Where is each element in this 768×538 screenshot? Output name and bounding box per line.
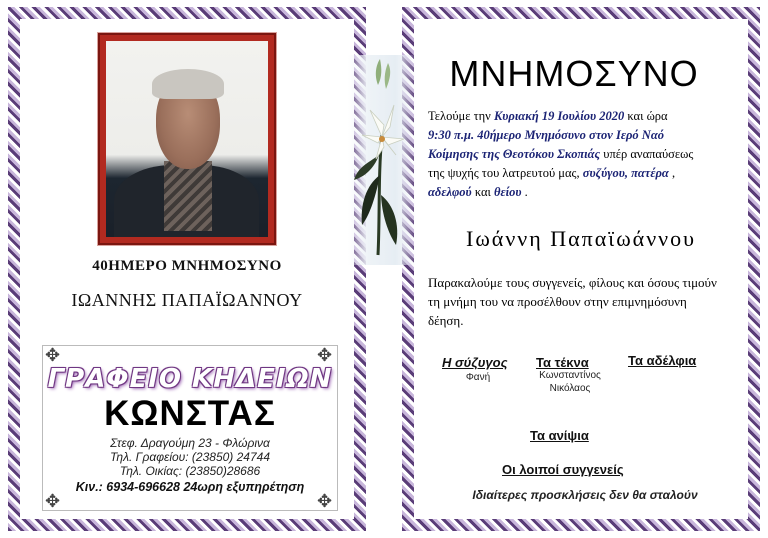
office-phone: Τηλ. Γραφείου: (23850) 24744 xyxy=(109,450,270,464)
service-announcement xyxy=(428,107,722,202)
office-address: Στεφ. Δραγούμη 23 - Φλώρινα xyxy=(110,436,270,450)
announcement-text: και ώρα xyxy=(624,109,668,123)
announcement-text: . xyxy=(521,185,528,199)
wife-name: Φανή xyxy=(465,372,491,383)
relation-uncle: θείου xyxy=(494,185,522,199)
deceased-name: ΙΩΑΝΝΗΣ ΠΑΠΑΪΩΑΝΝΟΥ xyxy=(71,290,303,310)
wife-label: Η σύζυγος xyxy=(442,355,508,370)
children-label: Τα τέκνα xyxy=(536,355,589,370)
announcement-text: Τελούμε την xyxy=(428,109,494,123)
service-date: Κυριακή 19 Ιουλίου 2020 xyxy=(493,109,625,123)
church-name: Κοίμησης της Θεοτόκου Σκοπιάς xyxy=(428,147,601,161)
office-title: ΓΡΑΦΕΙΟ ΚΗΔΕΙΩΝ xyxy=(47,364,333,394)
deceased-name-script: Ιωάννη Παπαϊωάννου xyxy=(466,226,696,251)
ornament-icon: ✥ xyxy=(317,491,333,511)
ornament-icon: ✥ xyxy=(317,345,333,365)
memorial-title: ΜΝΗΜΟΣΥΝΟ xyxy=(449,53,699,94)
mobile-phone: Κιν.: 6934-696628 24ωρη εξυπηρέτηση xyxy=(75,480,305,494)
ornament-icon: ✥ xyxy=(45,345,61,365)
service-time: 9:30 π.μ. 40ήμερο Μνημόσυνο στον Ιερό Ναό xyxy=(428,128,664,142)
relation-spouse-father: συζύγου, πατέρα xyxy=(582,166,669,180)
ornament-icon: ✥ xyxy=(45,491,61,511)
home-phone: Τηλ. Οικίας: (23850)28686 xyxy=(119,464,261,478)
child-name-2: Νικόλαος xyxy=(549,383,591,394)
announcement-text: υπέρ αναπαύσεως xyxy=(600,147,694,161)
announcement-text: , xyxy=(668,166,676,180)
office-name: ΚΩΝΣΤΑΣ xyxy=(104,394,276,433)
nephews-label: Τα ανίψια xyxy=(530,428,589,443)
relation-brother: αδελφού xyxy=(428,185,472,199)
no-invitations-note: Ιδιαίτερες προσκλήσεις δεν θα σταλούν xyxy=(472,488,698,502)
funeral-office-ad xyxy=(42,345,338,511)
portrait-frame xyxy=(98,33,276,245)
child-name-1: Κωνσταντίνος xyxy=(539,370,601,381)
announcement-text: και xyxy=(471,185,495,199)
invitation-text: Παρακαλούμε τους συγγενείς, φίλους και όσους τιμούν τη μνήμη του να προσέλθουν στην επιμνημόσυνη δέηση. xyxy=(428,275,717,328)
announcement-text: της ψυχής του λατρευτού μας, xyxy=(428,166,583,180)
other-relatives-label: Οι λοιποί συγγενείς xyxy=(502,462,624,477)
siblings-label: Τα αδέλφια xyxy=(628,353,697,368)
portrait-photo xyxy=(106,41,268,237)
memorial-heading: 40ΗΜΕΡΟ ΜΝΗΜΟΣΥΝΟ xyxy=(92,258,282,274)
lily-flower-image xyxy=(348,55,416,265)
